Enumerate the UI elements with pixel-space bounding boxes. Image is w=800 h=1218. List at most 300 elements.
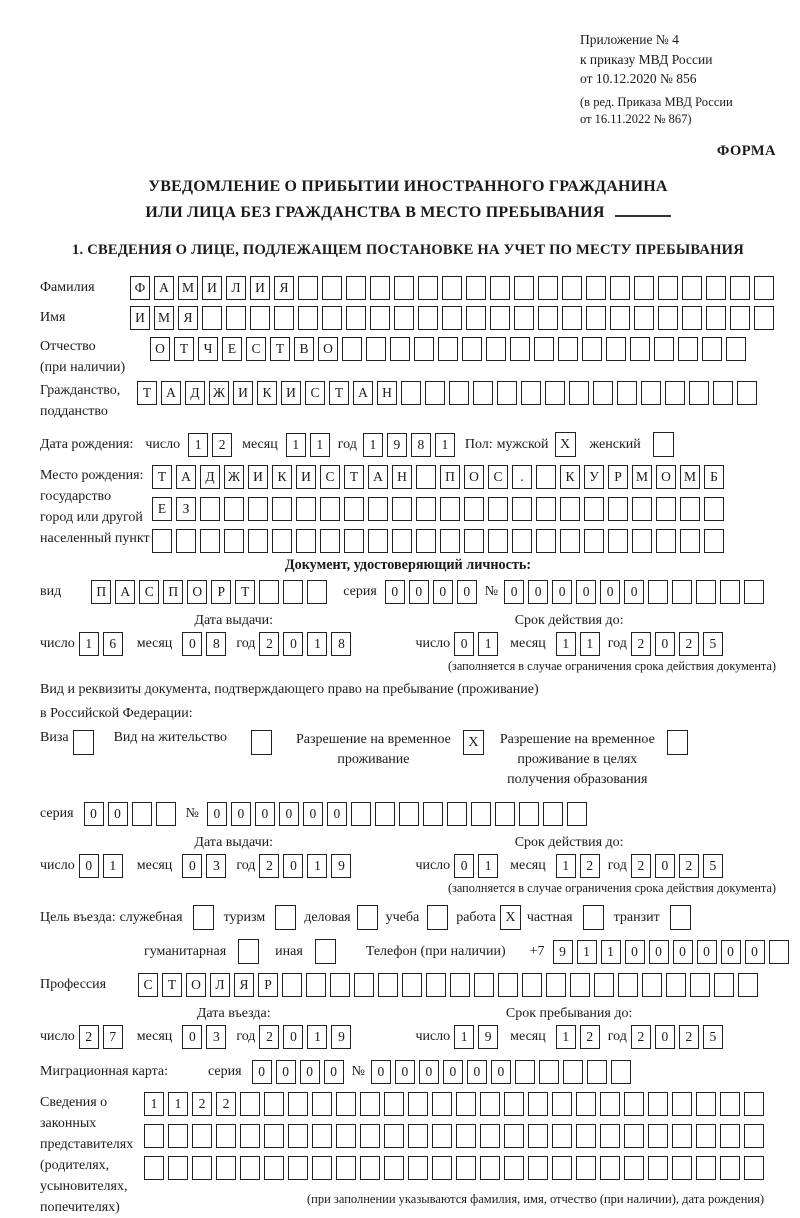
form-cell[interactable] xyxy=(384,1092,404,1116)
form-cell[interactable] xyxy=(682,276,702,300)
form-cell[interactable] xyxy=(696,580,716,604)
form-cell[interactable] xyxy=(624,1124,644,1148)
form-cell[interactable] xyxy=(414,337,434,361)
form-cell[interactable]: 0 xyxy=(454,632,474,656)
form-cell[interactable] xyxy=(514,306,534,330)
form-cell[interactable] xyxy=(720,1156,740,1180)
form-cell[interactable] xyxy=(539,1060,559,1084)
form-cell[interactable] xyxy=(480,1124,500,1148)
form-cell[interactable] xyxy=(408,1124,428,1148)
form-cell[interactable]: 0 xyxy=(276,1060,296,1084)
form-cell[interactable] xyxy=(274,306,294,330)
form-cell[interactable]: 9 xyxy=(553,940,573,964)
form-cell[interactable] xyxy=(594,973,614,997)
form-cell[interactable]: 0 xyxy=(419,1060,439,1084)
form-cell[interactable] xyxy=(368,529,388,553)
form-cell[interactable]: 1 xyxy=(188,433,208,457)
form-cell[interactable]: 1 xyxy=(556,1025,576,1049)
form-cell[interactable] xyxy=(474,973,494,997)
purpose-humanitarian-checkbox[interactable] xyxy=(238,939,259,964)
form-cell[interactable]: Т xyxy=(329,381,349,405)
form-cell[interactable]: С xyxy=(138,973,158,997)
form-cell[interactable] xyxy=(584,529,604,553)
form-cell[interactable]: 5 xyxy=(703,632,723,656)
form-cell[interactable]: 7 xyxy=(103,1025,123,1049)
form-cell[interactable] xyxy=(682,306,702,330)
form-cell[interactable]: 2 xyxy=(259,632,279,656)
form-cell[interactable]: И xyxy=(248,465,268,489)
form-cell[interactable] xyxy=(416,529,436,553)
form-cell[interactable] xyxy=(576,1124,596,1148)
form-cell[interactable] xyxy=(696,1156,716,1180)
form-cell[interactable] xyxy=(569,381,589,405)
form-cell[interactable]: 2 xyxy=(631,854,651,878)
form-cell[interactable]: У xyxy=(584,465,604,489)
form-cell[interactable] xyxy=(576,1156,596,1180)
form-cell[interactable]: 0 xyxy=(409,580,429,604)
form-cell[interactable] xyxy=(426,973,446,997)
form-cell[interactable] xyxy=(202,306,222,330)
visa-checkbox[interactable] xyxy=(73,730,94,755)
form-cell[interactable] xyxy=(156,802,176,826)
form-cell[interactable] xyxy=(543,802,563,826)
form-cell[interactable]: Т xyxy=(270,337,290,361)
form-cell[interactable] xyxy=(392,529,412,553)
purpose-official-checkbox[interactable] xyxy=(193,905,214,930)
form-cell[interactable] xyxy=(456,1156,476,1180)
form-cell[interactable] xyxy=(672,1156,692,1180)
form-cell[interactable]: 0 xyxy=(283,632,303,656)
form-cell[interactable]: С xyxy=(488,465,508,489)
form-cell[interactable] xyxy=(648,580,668,604)
form-cell[interactable] xyxy=(560,529,580,553)
form-cell[interactable]: 1 xyxy=(79,632,99,656)
form-cell[interactable] xyxy=(344,497,364,521)
form-cell[interactable] xyxy=(504,1092,524,1116)
form-cell[interactable]: 0 xyxy=(673,940,693,964)
form-cell[interactable] xyxy=(438,337,458,361)
form-cell[interactable]: Д xyxy=(200,465,220,489)
form-cell[interactable] xyxy=(754,306,774,330)
form-cell[interactable]: Т xyxy=(137,381,157,405)
form-cell[interactable] xyxy=(442,276,462,300)
form-cell[interactable] xyxy=(384,1124,404,1148)
form-cell[interactable] xyxy=(440,529,460,553)
form-cell[interactable]: 0 xyxy=(655,854,675,878)
form-cell[interactable]: 1 xyxy=(307,1025,327,1049)
form-cell[interactable] xyxy=(586,306,606,330)
form-cell[interactable] xyxy=(464,529,484,553)
form-cell[interactable]: 0 xyxy=(324,1060,344,1084)
form-cell[interactable]: 0 xyxy=(552,580,572,604)
form-cell[interactable] xyxy=(168,1124,188,1148)
form-cell[interactable] xyxy=(560,497,580,521)
form-cell[interactable] xyxy=(392,497,412,521)
form-cell[interactable] xyxy=(416,497,436,521)
form-cell[interactable]: Р xyxy=(258,973,278,997)
form-cell[interactable] xyxy=(672,1092,692,1116)
form-cell[interactable]: С xyxy=(246,337,266,361)
form-cell[interactable] xyxy=(706,276,726,300)
form-cell[interactable] xyxy=(690,973,710,997)
form-cell[interactable] xyxy=(584,497,604,521)
form-cell[interactable]: Т xyxy=(174,337,194,361)
form-cell[interactable] xyxy=(248,497,268,521)
form-cell[interactable] xyxy=(346,276,366,300)
form-cell[interactable] xyxy=(322,306,342,330)
form-cell[interactable] xyxy=(322,276,342,300)
form-cell[interactable] xyxy=(656,529,676,553)
form-cell[interactable] xyxy=(360,1092,380,1116)
form-cell[interactable]: Р xyxy=(211,580,231,604)
form-cell[interactable]: Н xyxy=(377,381,397,405)
form-cell[interactable] xyxy=(570,973,590,997)
form-cell[interactable] xyxy=(648,1092,668,1116)
form-cell[interactable] xyxy=(486,337,506,361)
form-cell[interactable]: 2 xyxy=(679,1025,699,1049)
form-cell[interactable] xyxy=(672,1124,692,1148)
form-cell[interactable]: 2 xyxy=(259,1025,279,1049)
form-cell[interactable] xyxy=(450,973,470,997)
form-cell[interactable]: Д xyxy=(185,381,205,405)
form-cell[interactable] xyxy=(587,1060,607,1084)
form-cell[interactable] xyxy=(658,306,678,330)
form-cell[interactable] xyxy=(144,1156,164,1180)
form-cell[interactable] xyxy=(563,1060,583,1084)
form-cell[interactable]: 0 xyxy=(182,632,202,656)
form-cell[interactable]: 5 xyxy=(703,1025,723,1049)
form-cell[interactable]: 2 xyxy=(212,433,232,457)
form-cell[interactable]: Ж xyxy=(209,381,229,405)
form-cell[interactable] xyxy=(552,1124,572,1148)
form-cell[interactable]: 0 xyxy=(395,1060,415,1084)
form-cell[interactable] xyxy=(344,529,364,553)
form-cell[interactable] xyxy=(641,381,661,405)
form-cell[interactable] xyxy=(432,1156,452,1180)
form-cell[interactable] xyxy=(658,276,678,300)
form-cell[interactable]: О xyxy=(656,465,676,489)
form-cell[interactable] xyxy=(456,1124,476,1148)
form-cell[interactable] xyxy=(490,276,510,300)
form-cell[interactable] xyxy=(264,1124,284,1148)
form-cell[interactable] xyxy=(680,497,700,521)
form-cell[interactable] xyxy=(680,529,700,553)
form-cell[interactable]: А xyxy=(353,381,373,405)
form-cell[interactable] xyxy=(634,306,654,330)
form-cell[interactable] xyxy=(552,1156,572,1180)
form-cell[interactable] xyxy=(375,802,395,826)
form-cell[interactable] xyxy=(416,465,436,489)
form-cell[interactable] xyxy=(399,802,419,826)
form-cell[interactable] xyxy=(306,973,326,997)
form-cell[interactable] xyxy=(678,337,698,361)
form-cell[interactable] xyxy=(528,1156,548,1180)
form-cell[interactable] xyxy=(226,306,246,330)
form-cell[interactable] xyxy=(408,1156,428,1180)
form-cell[interactable]: 2 xyxy=(679,632,699,656)
form-cell[interactable] xyxy=(656,497,676,521)
form-cell[interactable] xyxy=(240,1124,260,1148)
form-cell[interactable]: 2 xyxy=(679,854,699,878)
form-cell[interactable]: 0 xyxy=(433,580,453,604)
form-cell[interactable] xyxy=(250,306,270,330)
form-cell[interactable] xyxy=(582,337,602,361)
form-cell[interactable] xyxy=(618,973,638,997)
form-cell[interactable]: П xyxy=(91,580,111,604)
form-cell[interactable] xyxy=(432,1124,452,1148)
form-cell[interactable] xyxy=(432,1092,452,1116)
purpose-private-checkbox[interactable] xyxy=(583,905,604,930)
form-cell[interactable]: Р xyxy=(608,465,628,489)
form-cell[interactable] xyxy=(702,337,722,361)
form-cell[interactable] xyxy=(351,802,371,826)
form-cell[interactable]: 2 xyxy=(216,1092,236,1116)
form-cell[interactable] xyxy=(522,973,542,997)
form-cell[interactable] xyxy=(360,1124,380,1148)
form-cell[interactable]: О xyxy=(186,973,206,997)
form-cell[interactable] xyxy=(510,337,530,361)
form-cell[interactable]: 0 xyxy=(655,1025,675,1049)
form-cell[interactable]: С xyxy=(139,580,159,604)
form-cell[interactable] xyxy=(488,529,508,553)
form-cell[interactable] xyxy=(248,529,268,553)
form-cell[interactable]: Ж xyxy=(224,465,244,489)
form-cell[interactable] xyxy=(370,306,390,330)
form-cell[interactable] xyxy=(200,529,220,553)
form-cell[interactable]: 2 xyxy=(631,1025,651,1049)
form-cell[interactable]: С xyxy=(320,465,340,489)
form-cell[interactable] xyxy=(648,1156,668,1180)
form-cell[interactable] xyxy=(654,337,674,361)
form-cell[interactable] xyxy=(200,497,220,521)
purpose-work-checkbox[interactable]: X xyxy=(500,905,521,930)
form-cell[interactable]: Я xyxy=(178,306,198,330)
form-cell[interactable]: 1 xyxy=(363,433,383,457)
form-cell[interactable]: 0 xyxy=(443,1060,463,1084)
form-cell[interactable] xyxy=(704,497,724,521)
form-cell[interactable] xyxy=(666,973,686,997)
form-cell[interactable] xyxy=(488,497,508,521)
form-cell[interactable]: 9 xyxy=(387,433,407,457)
form-cell[interactable]: И xyxy=(233,381,253,405)
form-cell[interactable] xyxy=(665,381,685,405)
form-cell[interactable]: О xyxy=(150,337,170,361)
form-cell[interactable]: Т xyxy=(152,465,172,489)
form-cell[interactable]: 8 xyxy=(411,433,431,457)
form-cell[interactable]: Я xyxy=(234,973,254,997)
form-cell[interactable]: Е xyxy=(152,497,172,521)
form-cell[interactable] xyxy=(738,973,758,997)
form-cell[interactable]: М xyxy=(178,276,198,300)
form-cell[interactable] xyxy=(562,276,582,300)
form-cell[interactable] xyxy=(600,1092,620,1116)
form-cell[interactable] xyxy=(449,381,469,405)
form-cell[interactable] xyxy=(336,1124,356,1148)
form-cell[interactable] xyxy=(498,973,518,997)
form-cell[interactable] xyxy=(536,529,556,553)
form-cell[interactable] xyxy=(720,1092,740,1116)
form-cell[interactable]: 0 xyxy=(528,580,548,604)
form-cell[interactable]: Л xyxy=(226,276,246,300)
form-cell[interactable]: Т xyxy=(162,973,182,997)
form-cell[interactable] xyxy=(512,529,532,553)
form-cell[interactable]: О xyxy=(464,465,484,489)
form-cell[interactable] xyxy=(312,1124,332,1148)
form-cell[interactable]: 6 xyxy=(103,632,123,656)
form-cell[interactable]: 1 xyxy=(168,1092,188,1116)
form-cell[interactable] xyxy=(447,802,467,826)
form-cell[interactable] xyxy=(536,497,556,521)
form-cell[interactable] xyxy=(288,1156,308,1180)
form-cell[interactable] xyxy=(384,1156,404,1180)
form-cell[interactable]: 1 xyxy=(286,433,306,457)
form-cell[interactable] xyxy=(610,306,630,330)
form-cell[interactable] xyxy=(515,1060,535,1084)
form-cell[interactable] xyxy=(440,497,460,521)
form-cell[interactable] xyxy=(754,276,774,300)
form-cell[interactable]: К xyxy=(272,465,292,489)
form-cell[interactable] xyxy=(192,1124,212,1148)
form-cell[interactable] xyxy=(368,497,388,521)
form-cell[interactable]: 0 xyxy=(625,940,645,964)
form-cell[interactable] xyxy=(462,337,482,361)
form-cell[interactable]: 8 xyxy=(206,632,226,656)
form-cell[interactable] xyxy=(402,973,422,997)
form-cell[interactable]: 0 xyxy=(182,1025,202,1049)
form-cell[interactable]: 9 xyxy=(331,854,351,878)
form-cell[interactable]: К xyxy=(257,381,277,405)
form-cell[interactable] xyxy=(176,529,196,553)
form-cell[interactable]: Т xyxy=(235,580,255,604)
form-cell[interactable] xyxy=(272,529,292,553)
form-cell[interactable]: М xyxy=(632,465,652,489)
form-cell[interactable] xyxy=(490,306,510,330)
form-cell[interactable] xyxy=(390,337,410,361)
form-cell[interactable] xyxy=(744,580,764,604)
form-cell[interactable] xyxy=(634,276,654,300)
form-cell[interactable] xyxy=(744,1124,764,1148)
form-cell[interactable] xyxy=(648,1124,668,1148)
form-cell[interactable]: И xyxy=(202,276,222,300)
form-cell[interactable] xyxy=(320,497,340,521)
form-cell[interactable]: 0 xyxy=(182,854,202,878)
form-cell[interactable]: 2 xyxy=(79,1025,99,1049)
form-cell[interactable] xyxy=(521,381,541,405)
form-cell[interactable]: 9 xyxy=(331,1025,351,1049)
form-cell[interactable] xyxy=(480,1156,500,1180)
form-cell[interactable] xyxy=(713,381,733,405)
form-cell[interactable]: . xyxy=(512,465,532,489)
form-cell[interactable]: 1 xyxy=(556,632,576,656)
form-cell[interactable] xyxy=(714,973,734,997)
form-cell[interactable] xyxy=(624,1092,644,1116)
form-cell[interactable]: Ф xyxy=(130,276,150,300)
form-cell[interactable] xyxy=(608,497,628,521)
form-cell[interactable] xyxy=(611,1060,631,1084)
form-cell[interactable] xyxy=(504,1124,524,1148)
form-cell[interactable] xyxy=(730,276,750,300)
form-cell[interactable]: 3 xyxy=(206,1025,226,1049)
form-cell[interactable]: 0 xyxy=(504,580,524,604)
form-cell[interactable] xyxy=(307,580,327,604)
form-cell[interactable] xyxy=(704,529,724,553)
form-cell[interactable]: 0 xyxy=(283,1025,303,1049)
form-cell[interactable]: Н xyxy=(392,465,412,489)
form-cell[interactable]: З xyxy=(176,497,196,521)
purpose-business-checkbox[interactable] xyxy=(357,905,378,930)
form-cell[interactable]: Л xyxy=(210,973,230,997)
form-cell[interactable] xyxy=(473,381,493,405)
form-cell[interactable] xyxy=(296,529,316,553)
form-cell[interactable]: 0 xyxy=(231,802,251,826)
form-cell[interactable] xyxy=(586,276,606,300)
form-cell[interactable]: 0 xyxy=(649,940,669,964)
form-cell[interactable] xyxy=(394,276,414,300)
form-cell[interactable] xyxy=(394,306,414,330)
form-cell[interactable]: 2 xyxy=(580,854,600,878)
form-cell[interactable] xyxy=(298,306,318,330)
purpose-transit-checkbox[interactable] xyxy=(670,905,691,930)
form-cell[interactable] xyxy=(418,306,438,330)
form-cell[interactable] xyxy=(720,1124,740,1148)
form-cell[interactable] xyxy=(378,973,398,997)
form-cell[interactable]: А xyxy=(368,465,388,489)
form-cell[interactable]: И xyxy=(250,276,270,300)
form-cell[interactable]: А xyxy=(115,580,135,604)
form-cell[interactable]: 0 xyxy=(79,854,99,878)
form-cell[interactable] xyxy=(442,306,462,330)
form-cell[interactable]: 0 xyxy=(371,1060,391,1084)
form-cell[interactable] xyxy=(737,381,757,405)
form-cell[interactable]: 0 xyxy=(745,940,765,964)
form-cell[interactable]: Б xyxy=(704,465,724,489)
form-cell[interactable]: 0 xyxy=(252,1060,272,1084)
form-cell[interactable] xyxy=(706,306,726,330)
form-cell[interactable] xyxy=(545,381,565,405)
form-cell[interactable] xyxy=(370,276,390,300)
form-cell[interactable] xyxy=(497,381,517,405)
form-cell[interactable]: 2 xyxy=(580,1025,600,1049)
form-cell[interactable] xyxy=(259,580,279,604)
form-cell[interactable]: 0 xyxy=(655,632,675,656)
form-cell[interactable]: В xyxy=(294,337,314,361)
form-cell[interactable]: 1 xyxy=(454,1025,474,1049)
form-cell[interactable]: Ч xyxy=(198,337,218,361)
form-cell[interactable] xyxy=(730,306,750,330)
form-cell[interactable] xyxy=(567,802,587,826)
form-cell[interactable] xyxy=(642,973,662,997)
form-cell[interactable] xyxy=(336,1092,356,1116)
form-cell[interactable] xyxy=(464,497,484,521)
form-cell[interactable]: 0 xyxy=(454,854,474,878)
form-cell[interactable]: 0 xyxy=(576,580,596,604)
form-cell[interactable] xyxy=(296,497,316,521)
form-cell[interactable] xyxy=(600,1124,620,1148)
form-cell[interactable]: 1 xyxy=(310,433,330,457)
residence-permit-checkbox[interactable] xyxy=(251,730,272,755)
form-cell[interactable] xyxy=(593,381,613,405)
form-cell[interactable] xyxy=(418,276,438,300)
form-cell[interactable] xyxy=(144,1124,164,1148)
form-cell[interactable] xyxy=(610,276,630,300)
form-cell[interactable]: П xyxy=(163,580,183,604)
form-cell[interactable]: 0 xyxy=(721,940,741,964)
form-cell[interactable]: 0 xyxy=(697,940,717,964)
form-cell[interactable]: 0 xyxy=(491,1060,511,1084)
form-cell[interactable]: 1 xyxy=(601,940,621,964)
form-cell[interactable] xyxy=(401,381,421,405)
form-cell[interactable]: 1 xyxy=(577,940,597,964)
